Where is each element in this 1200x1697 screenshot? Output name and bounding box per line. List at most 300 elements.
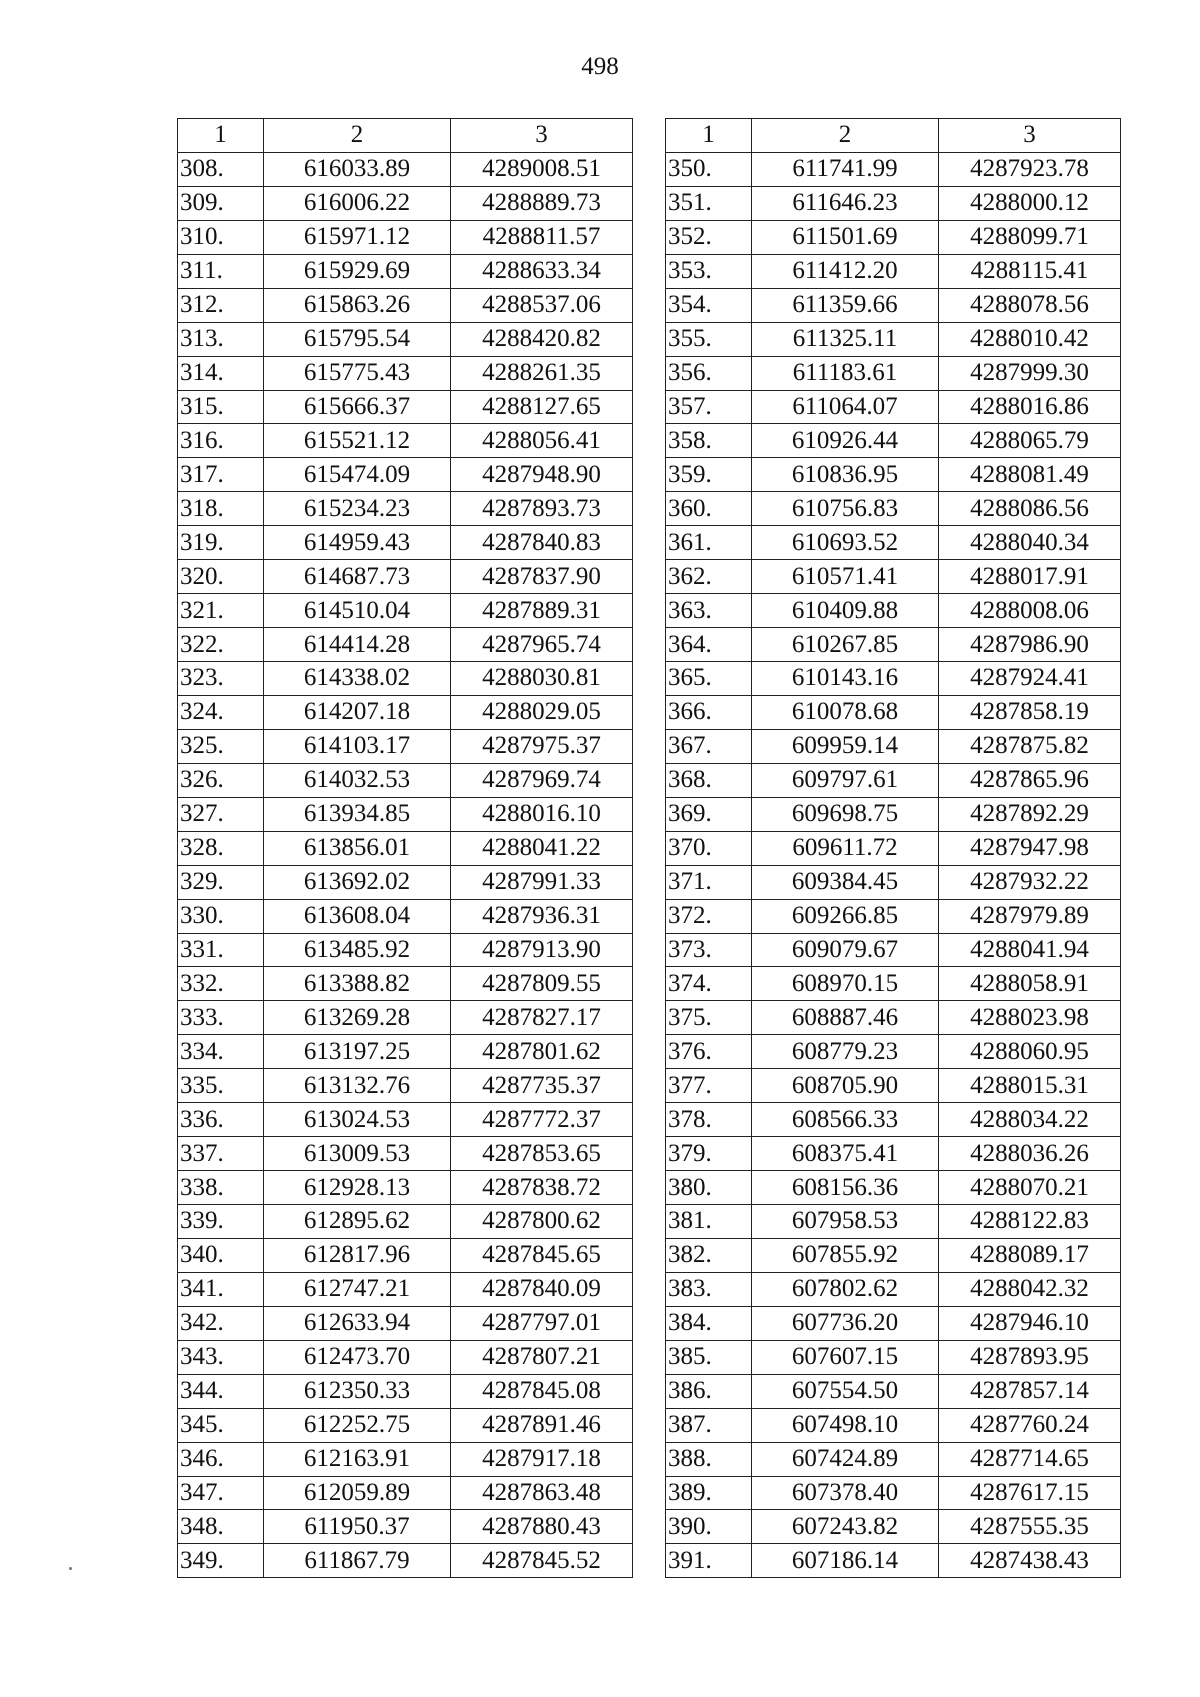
y-coordinate-cell: 4287800.62 [451, 1205, 633, 1239]
table-row [666, 865, 1121, 899]
x-coordinate-cell: 609611.72 [752, 831, 939, 865]
point-number-cell: 362. [666, 560, 752, 594]
x-coordinate-cell: 616033.89 [264, 152, 451, 186]
y-coordinate-cell: 4287923.78 [939, 152, 1121, 186]
x-coordinate-cell: 609698.75 [752, 797, 939, 831]
table-row [178, 288, 633, 322]
x-coordinate-cell: 608705.90 [752, 1069, 939, 1103]
x-coordinate-cell: 615863.26 [264, 288, 451, 322]
y-coordinate-cell: 4287936.31 [451, 899, 633, 933]
table-body-right [666, 152, 1121, 1577]
table-row [666, 1272, 1121, 1306]
point-number-cell: 361. [666, 526, 752, 560]
x-coordinate-cell: 607186.14 [752, 1544, 939, 1578]
x-coordinate-cell: 613132.76 [264, 1069, 451, 1103]
y-coordinate-cell: 4288633.34 [451, 254, 633, 288]
point-number-cell: 334. [178, 1035, 264, 1069]
x-coordinate-cell: 615929.69 [264, 254, 451, 288]
point-number-cell: 365. [666, 662, 752, 696]
point-number-cell: 366. [666, 695, 752, 729]
point-number-cell: 354. [666, 288, 752, 322]
x-coordinate-cell: 615521.12 [264, 424, 451, 458]
y-coordinate-cell: 4287893.73 [451, 492, 633, 526]
y-coordinate-cell: 4287991.33 [451, 865, 633, 899]
y-coordinate-cell: 4287986.90 [939, 628, 1121, 662]
x-coordinate-cell: 607243.82 [752, 1510, 939, 1544]
point-number-cell: 352. [666, 220, 752, 254]
x-coordinate-cell: 614959.43 [264, 526, 451, 560]
table-row [666, 1340, 1121, 1374]
point-number-cell: 371. [666, 865, 752, 899]
table-row [178, 1340, 633, 1374]
table-row [178, 1069, 633, 1103]
point-number-cell: 388. [666, 1442, 752, 1476]
point-number-cell: 356. [666, 356, 752, 390]
table-row [178, 186, 633, 220]
table-row [666, 424, 1121, 458]
table-row [666, 967, 1121, 1001]
y-coordinate-cell: 4287948.90 [451, 458, 633, 492]
table-row [178, 1374, 633, 1408]
table-row [178, 695, 633, 729]
x-coordinate-cell: 611867.79 [264, 1544, 451, 1578]
x-coordinate-cell: 612473.70 [264, 1340, 451, 1374]
x-coordinate-cell: 615795.54 [264, 322, 451, 356]
x-coordinate-cell: 610756.83 [752, 492, 939, 526]
table-row [178, 865, 633, 899]
x-coordinate-cell: 615775.43 [264, 356, 451, 390]
page-number: 498 [581, 53, 619, 80]
x-coordinate-cell: 613485.92 [264, 933, 451, 967]
table-row [178, 797, 633, 831]
x-coordinate-cell: 613388.82 [264, 967, 451, 1001]
table-row [666, 152, 1121, 186]
x-coordinate-cell: 607958.53 [752, 1205, 939, 1239]
point-number-cell: 345. [178, 1408, 264, 1442]
y-coordinate-cell: 4287837.90 [451, 560, 633, 594]
point-number-cell: 391. [666, 1544, 752, 1578]
x-coordinate-cell: 607378.40 [752, 1476, 939, 1510]
y-coordinate-cell: 4288034.22 [939, 1103, 1121, 1137]
y-coordinate-cell: 4288041.22 [451, 831, 633, 865]
x-coordinate-cell: 612163.91 [264, 1442, 451, 1476]
y-coordinate-cell: 4288010.42 [939, 322, 1121, 356]
y-coordinate-cell: 4288030.81 [451, 662, 633, 696]
table-row [666, 1544, 1121, 1578]
table-body-left [178, 152, 633, 1577]
table-row [178, 152, 633, 186]
point-number-cell: 333. [178, 1001, 264, 1035]
point-number-cell: 358. [666, 424, 752, 458]
x-coordinate-cell: 612817.96 [264, 1238, 451, 1272]
table-row [666, 831, 1121, 865]
table-row [666, 797, 1121, 831]
point-number-cell: 332. [178, 967, 264, 1001]
point-number-cell: 309. [178, 186, 264, 220]
x-coordinate-cell: 615666.37 [264, 390, 451, 424]
x-coordinate-cell: 612350.33 [264, 1374, 451, 1408]
x-coordinate-cell: 614103.17 [264, 729, 451, 763]
point-number-cell: 324. [178, 695, 264, 729]
point-number-cell: 374. [666, 967, 752, 1001]
table-row [666, 322, 1121, 356]
y-coordinate-cell: 4288086.56 [939, 492, 1121, 526]
column-header-x: 2 [752, 119, 939, 153]
y-coordinate-cell: 4287946.10 [939, 1306, 1121, 1340]
y-coordinate-cell: 4287891.46 [451, 1408, 633, 1442]
table-row [178, 220, 633, 254]
point-number-cell: 363. [666, 594, 752, 628]
table-row [666, 729, 1121, 763]
point-number-cell: 368. [666, 763, 752, 797]
x-coordinate-cell: 613934.85 [264, 797, 451, 831]
y-coordinate-cell: 4287924.41 [939, 662, 1121, 696]
x-coordinate-cell: 611183.61 [752, 356, 939, 390]
table-row [178, 763, 633, 797]
point-number-cell: 315. [178, 390, 264, 424]
y-coordinate-cell: 4287979.89 [939, 899, 1121, 933]
point-number-cell: 331. [178, 933, 264, 967]
table-row [666, 254, 1121, 288]
y-coordinate-cell: 4288000.12 [939, 186, 1121, 220]
x-coordinate-cell: 611501.69 [752, 220, 939, 254]
table-row [666, 695, 1121, 729]
y-coordinate-cell: 4287947.98 [939, 831, 1121, 865]
x-coordinate-cell: 607554.50 [752, 1374, 939, 1408]
table-row [178, 492, 633, 526]
x-coordinate-cell: 615971.12 [264, 220, 451, 254]
y-coordinate-cell: 4288420.82 [451, 322, 633, 356]
point-number-cell: 389. [666, 1476, 752, 1510]
table-row [666, 1442, 1121, 1476]
x-coordinate-cell: 608566.33 [752, 1103, 939, 1137]
y-coordinate-cell: 4288065.79 [939, 424, 1121, 458]
y-coordinate-cell: 4288811.57 [451, 220, 633, 254]
x-coordinate-cell: 613692.02 [264, 865, 451, 899]
x-coordinate-cell: 614414.28 [264, 628, 451, 662]
x-coordinate-cell: 607607.15 [752, 1340, 939, 1374]
x-coordinate-cell: 610571.41 [752, 560, 939, 594]
y-coordinate-cell: 4288056.41 [451, 424, 633, 458]
point-number-cell: 343. [178, 1340, 264, 1374]
x-coordinate-cell: 611412.20 [752, 254, 939, 288]
table-row [666, 1238, 1121, 1272]
point-number-cell: 320. [178, 560, 264, 594]
point-number-cell: 330. [178, 899, 264, 933]
y-coordinate-cell: 4287892.29 [939, 797, 1121, 831]
y-coordinate-cell: 4287858.19 [939, 695, 1121, 729]
y-coordinate-cell: 4288029.05 [451, 695, 633, 729]
point-number-cell: 317. [178, 458, 264, 492]
y-coordinate-cell: 4288040.34 [939, 526, 1121, 560]
table-row [666, 526, 1121, 560]
point-number-cell: 341. [178, 1272, 264, 1306]
table-row [666, 186, 1121, 220]
point-number-cell: 335. [178, 1069, 264, 1103]
table-row [178, 899, 633, 933]
y-coordinate-cell: 4287807.21 [451, 1340, 633, 1374]
y-coordinate-cell: 4288058.91 [939, 967, 1121, 1001]
table-row [178, 1476, 633, 1510]
y-coordinate-cell: 4288078.56 [939, 288, 1121, 322]
x-coordinate-cell: 609266.85 [752, 899, 939, 933]
y-coordinate-cell: 4288008.06 [939, 594, 1121, 628]
point-number-cell: 312. [178, 288, 264, 322]
x-coordinate-cell: 607736.20 [752, 1306, 939, 1340]
column-header-number: 1 [178, 119, 264, 153]
x-coordinate-cell: 615234.23 [264, 492, 451, 526]
x-coordinate-cell: 611741.99 [752, 152, 939, 186]
x-coordinate-cell: 615474.09 [264, 458, 451, 492]
point-number-cell: 351. [666, 186, 752, 220]
table-row [178, 628, 633, 662]
table-header-row [178, 119, 633, 153]
point-number-cell: 340. [178, 1238, 264, 1272]
y-coordinate-cell: 4287865.96 [939, 763, 1121, 797]
table-row [666, 220, 1121, 254]
x-coordinate-cell: 611064.07 [752, 390, 939, 424]
table-row [178, 1035, 633, 1069]
y-coordinate-cell: 4287975.37 [451, 729, 633, 763]
x-coordinate-cell: 607802.62 [752, 1272, 939, 1306]
y-coordinate-cell: 4287863.48 [451, 1476, 633, 1510]
x-coordinate-cell: 608156.36 [752, 1171, 939, 1205]
table-row [178, 933, 633, 967]
y-coordinate-cell: 4288023.98 [939, 1001, 1121, 1035]
x-coordinate-cell: 608779.23 [752, 1035, 939, 1069]
table-header-row [666, 119, 1121, 153]
table-row [178, 1272, 633, 1306]
table-row [666, 1069, 1121, 1103]
y-coordinate-cell: 4287969.74 [451, 763, 633, 797]
x-coordinate-cell: 612059.89 [264, 1476, 451, 1510]
x-coordinate-cell: 611646.23 [752, 186, 939, 220]
y-coordinate-cell: 4287845.65 [451, 1238, 633, 1272]
point-number-cell: 378. [666, 1103, 752, 1137]
x-coordinate-cell: 614510.04 [264, 594, 451, 628]
table-row [178, 1137, 633, 1171]
point-number-cell: 318. [178, 492, 264, 526]
point-number-cell: 376. [666, 1035, 752, 1069]
y-coordinate-cell: 4288099.71 [939, 220, 1121, 254]
point-number-cell: 367. [666, 729, 752, 763]
table-row [666, 899, 1121, 933]
x-coordinate-cell: 614687.73 [264, 560, 451, 594]
x-coordinate-cell: 612252.75 [264, 1408, 451, 1442]
column-header-y: 3 [451, 119, 633, 153]
table-row [178, 594, 633, 628]
x-coordinate-cell: 610409.88 [752, 594, 939, 628]
x-coordinate-cell: 609959.14 [752, 729, 939, 763]
table-row [666, 458, 1121, 492]
scan-speck [69, 1567, 72, 1570]
x-coordinate-cell: 613024.53 [264, 1103, 451, 1137]
table-row [178, 526, 633, 560]
y-coordinate-cell: 4288115.41 [939, 254, 1121, 288]
point-number-cell: 322. [178, 628, 264, 662]
point-number-cell: 380. [666, 1171, 752, 1205]
table-row [178, 458, 633, 492]
table-row [178, 1306, 633, 1340]
table-row [178, 831, 633, 865]
y-coordinate-cell: 4288015.31 [939, 1069, 1121, 1103]
table-row [178, 1001, 633, 1035]
point-number-cell: 342. [178, 1306, 264, 1340]
table-row [666, 390, 1121, 424]
y-coordinate-cell: 4287853.65 [451, 1137, 633, 1171]
x-coordinate-cell: 613608.04 [264, 899, 451, 933]
y-coordinate-cell: 4288122.83 [939, 1205, 1121, 1239]
x-coordinate-cell: 616006.22 [264, 186, 451, 220]
coordinates-table-left [177, 118, 633, 1578]
y-coordinate-cell: 4287965.74 [451, 628, 633, 662]
x-coordinate-cell: 611325.11 [752, 322, 939, 356]
y-coordinate-cell: 4287760.24 [939, 1408, 1121, 1442]
table-row [666, 594, 1121, 628]
point-number-cell: 369. [666, 797, 752, 831]
table-row [666, 1103, 1121, 1137]
y-coordinate-cell: 4287845.08 [451, 1374, 633, 1408]
point-number-cell: 325. [178, 729, 264, 763]
y-coordinate-cell: 4287857.14 [939, 1374, 1121, 1408]
y-coordinate-cell: 4288016.10 [451, 797, 633, 831]
y-coordinate-cell: 4288127.65 [451, 390, 633, 424]
table-row [178, 967, 633, 1001]
point-number-cell: 328. [178, 831, 264, 865]
column-header-y: 3 [939, 119, 1121, 153]
y-coordinate-cell: 4287880.43 [451, 1510, 633, 1544]
point-number-cell: 360. [666, 492, 752, 526]
point-number-cell: 357. [666, 390, 752, 424]
y-coordinate-cell: 4287827.17 [451, 1001, 633, 1035]
x-coordinate-cell: 614338.02 [264, 662, 451, 696]
table-row [666, 1171, 1121, 1205]
y-coordinate-cell: 4288060.95 [939, 1035, 1121, 1069]
point-number-cell: 329. [178, 865, 264, 899]
point-number-cell: 370. [666, 831, 752, 865]
x-coordinate-cell: 612928.13 [264, 1171, 451, 1205]
x-coordinate-cell: 609079.67 [752, 933, 939, 967]
x-coordinate-cell: 610926.44 [752, 424, 939, 458]
point-number-cell: 382. [666, 1238, 752, 1272]
y-coordinate-cell: 4287714.65 [939, 1442, 1121, 1476]
x-coordinate-cell: 607498.10 [752, 1408, 939, 1442]
table-row [666, 1035, 1121, 1069]
point-number-cell: 338. [178, 1171, 264, 1205]
point-number-cell: 321. [178, 594, 264, 628]
table-row [178, 1238, 633, 1272]
point-number-cell: 373. [666, 933, 752, 967]
point-number-cell: 339. [178, 1205, 264, 1239]
table-row [666, 1001, 1121, 1035]
y-coordinate-cell: 4288089.17 [939, 1238, 1121, 1272]
point-number-cell: 364. [666, 628, 752, 662]
table-row [666, 1205, 1121, 1239]
table-row [178, 390, 633, 424]
table-row [178, 1103, 633, 1137]
point-number-cell: 337. [178, 1137, 264, 1171]
y-coordinate-cell: 4287889.31 [451, 594, 633, 628]
y-coordinate-cell: 4288537.06 [451, 288, 633, 322]
table-row [178, 729, 633, 763]
point-number-cell: 355. [666, 322, 752, 356]
point-number-cell: 311. [178, 254, 264, 288]
table-row [666, 1374, 1121, 1408]
y-coordinate-cell: 4288081.49 [939, 458, 1121, 492]
table-row [666, 628, 1121, 662]
table-row [666, 492, 1121, 526]
x-coordinate-cell: 611950.37 [264, 1510, 451, 1544]
x-coordinate-cell: 610078.68 [752, 695, 939, 729]
point-number-cell: 383. [666, 1272, 752, 1306]
x-coordinate-cell: 613269.28 [264, 1001, 451, 1035]
y-coordinate-cell: 4288016.86 [939, 390, 1121, 424]
table-row [666, 933, 1121, 967]
table-row [178, 356, 633, 390]
column-header-x: 2 [264, 119, 451, 153]
table-row [178, 662, 633, 696]
y-coordinate-cell: 4289008.51 [451, 152, 633, 186]
table-row [178, 1442, 633, 1476]
point-number-cell: 346. [178, 1442, 264, 1476]
point-number-cell: 386. [666, 1374, 752, 1408]
point-number-cell: 323. [178, 662, 264, 696]
point-number-cell: 348. [178, 1510, 264, 1544]
point-number-cell: 347. [178, 1476, 264, 1510]
table-row [666, 662, 1121, 696]
y-coordinate-cell: 4287555.35 [939, 1510, 1121, 1544]
point-number-cell: 390. [666, 1510, 752, 1544]
y-coordinate-cell: 4287772.37 [451, 1103, 633, 1137]
x-coordinate-cell: 608970.15 [752, 967, 939, 1001]
y-coordinate-cell: 4287838.72 [451, 1171, 633, 1205]
point-number-cell: 381. [666, 1205, 752, 1239]
x-coordinate-cell: 614032.53 [264, 763, 451, 797]
x-coordinate-cell: 613009.53 [264, 1137, 451, 1171]
x-coordinate-cell: 612895.62 [264, 1205, 451, 1239]
y-coordinate-cell: 4287840.09 [451, 1272, 633, 1306]
y-coordinate-cell: 4288070.21 [939, 1171, 1121, 1205]
point-number-cell: 377. [666, 1069, 752, 1103]
x-coordinate-cell: 610267.85 [752, 628, 939, 662]
y-coordinate-cell: 4287893.95 [939, 1340, 1121, 1374]
x-coordinate-cell: 607424.89 [752, 1442, 939, 1476]
table-row [666, 1408, 1121, 1442]
table-row [666, 1476, 1121, 1510]
y-coordinate-cell: 4288017.91 [939, 560, 1121, 594]
point-number-cell: 349. [178, 1544, 264, 1578]
point-number-cell: 314. [178, 356, 264, 390]
table-row [178, 424, 633, 458]
x-coordinate-cell: 609797.61 [752, 763, 939, 797]
x-coordinate-cell: 608887.46 [752, 1001, 939, 1035]
y-coordinate-cell: 4287801.62 [451, 1035, 633, 1069]
table-row [666, 1306, 1121, 1340]
x-coordinate-cell: 611359.66 [752, 288, 939, 322]
table-row [666, 763, 1121, 797]
y-coordinate-cell: 4287913.90 [451, 933, 633, 967]
point-number-cell: 372. [666, 899, 752, 933]
point-number-cell: 350. [666, 152, 752, 186]
point-number-cell: 385. [666, 1340, 752, 1374]
x-coordinate-cell: 612633.94 [264, 1306, 451, 1340]
table-row [666, 1137, 1121, 1171]
table-row [178, 1408, 633, 1442]
table-row [178, 1510, 633, 1544]
point-number-cell: 310. [178, 220, 264, 254]
y-coordinate-cell: 4287797.01 [451, 1306, 633, 1340]
point-number-cell: 353. [666, 254, 752, 288]
